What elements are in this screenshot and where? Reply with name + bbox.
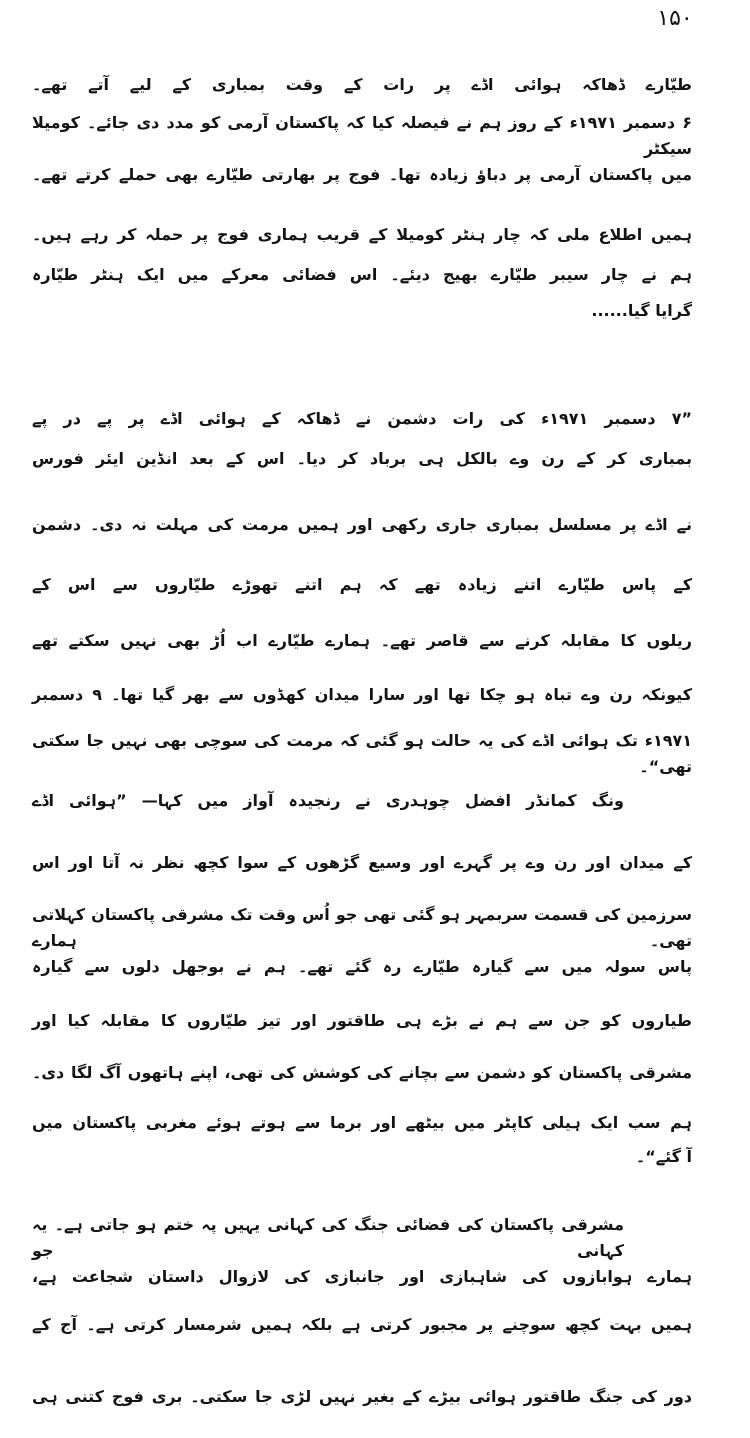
text-line: طیاروں کو جن سے ہم نے بڑے ہی طاقتور اور تیز طیّاروں کا مقابلہ کیا اور bbox=[32, 1011, 692, 1030]
text-line: نے اڈے پر مسلسل بمباری جاری رکھی اور ہمیں مرمت کی مہلت نہ دی۔ دشمن bbox=[32, 515, 692, 534]
text-line: کے پاس طیّارے اتنے زیادہ تھے کہ ہم اتنے تھوڑے طیّاروں سے اس کے bbox=[32, 575, 692, 594]
text-line: ہم سب ایک ہیلی کاپٹر میں بیٹھے اور برما سے ہوتے ہوئے مغربی پاکستان میں bbox=[32, 1113, 692, 1132]
text-line: ”۷ دسمبر ۱۹۷۱ء کی رات دشمن نے ڈھاکہ کے ہوائی اڈے پر پے در پے bbox=[32, 409, 693, 428]
text-line: سرزمین کی قسمت سربمہر ہو گئی تھی جو اُس وقت تک مشرقی پاکستان کہلاتی تھی۔ ہمارے bbox=[32, 905, 692, 950]
text-line: بمباری کر کے رن وے بالکل ہی برباد کر دیا۔ اس کے بعد انڈین ایئر فورس bbox=[32, 449, 692, 468]
text-line: ہمیں اطلاع ملی کہ چار ہنٹر کومیلا کے قریب ہماری فوج پر حملہ کر رہے ہیں۔ bbox=[32, 225, 692, 244]
text-line: مشرقی پاکستان کو دشمن سے بچانے کی کوشش کی تھی، اپنے ہاتھوں آگ لگا دی۔ bbox=[32, 1063, 692, 1082]
page-number: ۱۵۰ bbox=[657, 6, 693, 31]
text-line: میں پاکستان آرمی پر دباؤ زیادہ تھا۔ فوج پر بھارتی طیّارے بھی حملے کرتے تھے۔ bbox=[32, 165, 692, 184]
text-line: گرایا گیا...... bbox=[591, 301, 692, 320]
text-line: پاس سولہ میں سے گیارہ طیّارے رہ گئے تھے۔ ہم نے بوجھل دلوں سے گیارہ bbox=[32, 957, 692, 976]
text-line: ہم نے چار سیبر طیّارے بھیج دیئے۔ اس فضائی معرکے میں ایک ہنٹر طیّارہ bbox=[32, 265, 692, 284]
text-line: ریلوں کا مقابلہ کرنے سے قاصر تھے۔ ہمارے طیّارے اب اُڑ بھی نہیں سکتے تھے bbox=[32, 631, 692, 650]
text-line: ۱۹۷۱ء تک ہوائی اڈے کی یہ حالت ہو گئی کہ مرمت کی سوچی بھی نہیں جا سکتی تھی“۔ bbox=[32, 731, 692, 776]
text-line: ۶ دسمبر ۱۹۷۱ء کے روز ہم نے فیصلہ کیا کہ پاکستان آرمی کو مدد دی جائے۔ کومیلا سیکٹر bbox=[32, 113, 693, 158]
text-line: طیّارے ڈھاکہ ہوائی اڈے پر رات کے وقت بمباری کے لیے آتے تھے۔ bbox=[32, 75, 692, 94]
text-line: کیونکہ رن وے تباہ ہو چکا تھا اور سارا میدان کھڈوں سے بھر گیا تھا۔ ۹ دسمبر bbox=[32, 685, 692, 704]
text-line: کے میدان اور رن وے پر گہرے اور وسیع گڑھوں کے سوا کچھ نظر نہ آتا اور اس bbox=[32, 853, 692, 872]
text-line: آ گئے“۔ bbox=[635, 1147, 692, 1166]
text-line: مشرقی پاکستان کی فضائی جنگ کی کہانی یہیں پہ ختم ہو جاتی ہے۔ یہ کہانی جو bbox=[32, 1215, 624, 1260]
text-line: دور کی جنگ طاقتور ہوائی بیڑے کے بغیر نہیں لڑی جا سکتی۔ بری فوج کتنی ہی bbox=[32, 1387, 692, 1406]
text-line: ونگ کمانڈر افضل چوہدری نے رنجیدہ آواز میں کہا— ”ہوائی اڈے bbox=[32, 791, 624, 810]
text-line: ہمیں بہت کچھ سوچنے پر مجبور کرتی ہے بلکہ ہمیں شرمسار کرتی ہے۔ آج کے bbox=[32, 1315, 692, 1334]
text-line: ہمارے ہوابازوں کی شاہبازی اور جانبازی کی لازوال داستان شجاعت ہے، bbox=[32, 1267, 692, 1286]
